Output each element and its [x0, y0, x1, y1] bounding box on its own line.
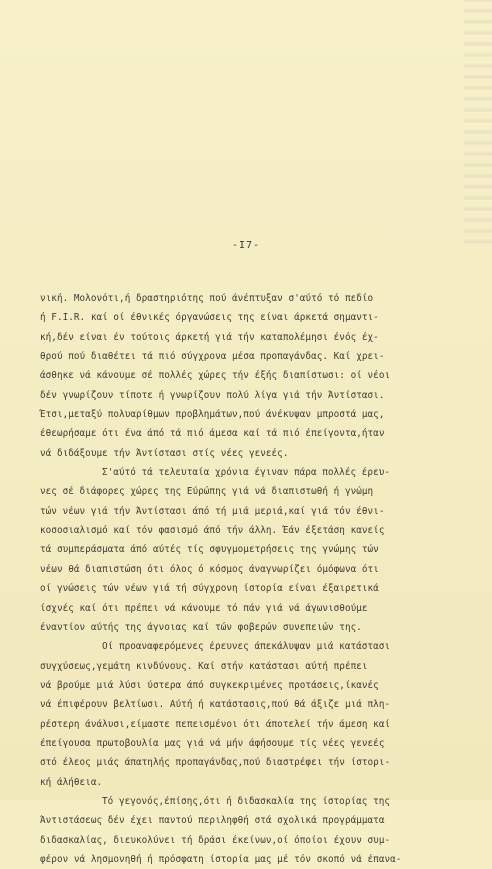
text-line: νά βρούμε μιά λύσι ύστερα άπό συγκεκριμένες προτάσεις,ίκανές	[40, 679, 379, 691]
text-line: κοσοσιαλισμό καί τόν φασισμό άπό τήν άλλη. Έάν έξετάση κανείς	[40, 525, 385, 537]
text-line: οί γνώσεις τών νέων γιά τή σύγχρονη ίστορία είναι έξαιρετικά	[40, 583, 379, 595]
text-line: τών νέων γιά τήν Άντίστασι άπό τή μιά μεριά,καί γιά τόν έθνι-	[40, 505, 385, 517]
text-line: στό έλεος μιάς άπατηλής προπαγάνδας,πού διαστρέφει τήν ίστορι-	[40, 757, 391, 769]
text-line: Έτσι,μεταξύ πολυαρίθμων προβλημάτων,πού άνέκυψαν μπροστά μας,	[40, 409, 385, 421]
text-line: κή άλήθεια.	[40, 776, 103, 788]
text-line: νά έπιφέρουν βελτίωσι. Αύτή ή κατάστασις,πού θά άξιζε μιά πλη-	[40, 699, 391, 711]
text-line: νική. Μολονότι,ή δραστηριότης πού άνέπτυξαν σ'αύτό τό πεδίο	[40, 293, 374, 304]
text-line: Σ'αύτό τά τελευταία χρόνια έγιναν πάρα πολλές έρευ-	[102, 467, 391, 479]
text-line: Άντιστάσεως δέν έχει παντού περιληφθή στά σχολικά προγράμματα	[40, 815, 385, 827]
text-line: Οί προαναφερόμενες έρευνες άπεκάλυψαν μιά κατάστασι	[102, 641, 391, 653]
text-line: συγχύσεως,γεμάτη κινδύνους. Καί στήν κατάστασι αύτή πρέπει	[40, 660, 368, 672]
text-line: ή F.I.R. καί οί έθνικές όργανώσεις της είναι άρκετά σημαντι-	[40, 312, 379, 324]
page-number: -I7-	[231, 240, 261, 251]
text-line: κή,δέν είναι έν τούτοις άρκετή γιά τήν καταπολέμησι ένός έχ-	[40, 331, 379, 343]
text-line: τά συμπεράσματα άπό αύτές τίς σφυγμομετρήσεις της γνώμης τών	[40, 544, 379, 556]
text-line: θρού πού διαθέτει τά πιό σύγχρονα μέσα προπαγάνδας. Καί χρει-	[40, 351, 385, 363]
text-line: νες σέ διάφορες χώρες της Εύρώπης γιά νά διαπιστωθή ή γνώμη	[40, 486, 374, 498]
text-line: Τό γεγονός,έπίσης,ότι ή διδασκαλία της ίστορίας της	[102, 795, 391, 807]
text-line: φέρον νά λησμονηθή ή πρόσφατη ίστορία μας μέ τόν σκοπό νά έπανα-	[40, 853, 402, 865]
text-line: έναντίον αύτής της άγνοιας καί τών φοβερών συνεπειών της.	[40, 621, 362, 633]
text-line: νά διδάξουμε τήν Άντίστασι στίς νέες γενεές.	[40, 447, 289, 459]
scan-artifact	[464, 0, 492, 250]
text-line: άσθηκε νά κάνουμε σέ πολλές χώρες τήν έξής διαπίστωσι: οί νέοι	[40, 370, 391, 382]
text-line: ρέστερη άνάλυσι,είμαστε πεπεισμένοι ότι άποτελεί τήν άμεση καί	[40, 718, 391, 730]
text-line: έπείγουσα πρωτοβουλία μας γιά νά μήν άφήσουμε τίς νέες γενεές	[40, 737, 385, 749]
text-line: έθεωρήσαμε ότι ένα άπό τά πιό άμεσα καί τά πιό έπείγοντα,ήταν	[40, 428, 385, 440]
text-line: δέν γνωρίζουν τίποτε ή γνωρίζουν πολύ λίγα γιά τήν Άντίστασι.	[40, 389, 385, 401]
body-text	[40, 289, 480, 869]
text-line: διδασκαλίας, διευκολύνει τή δράσι έκείνων,οί όποίοι έχουν συμ-	[40, 834, 391, 846]
text-line: ίσχνές καί ότι πρέπει νά κάνουμε τό πάν γιά νά άγωνισθούμε	[40, 602, 368, 614]
text-line: νέων θά διαπιστώση ότι όλος ό κόσμος άναγνωρίζει όμόφωνα ότι	[40, 563, 379, 575]
